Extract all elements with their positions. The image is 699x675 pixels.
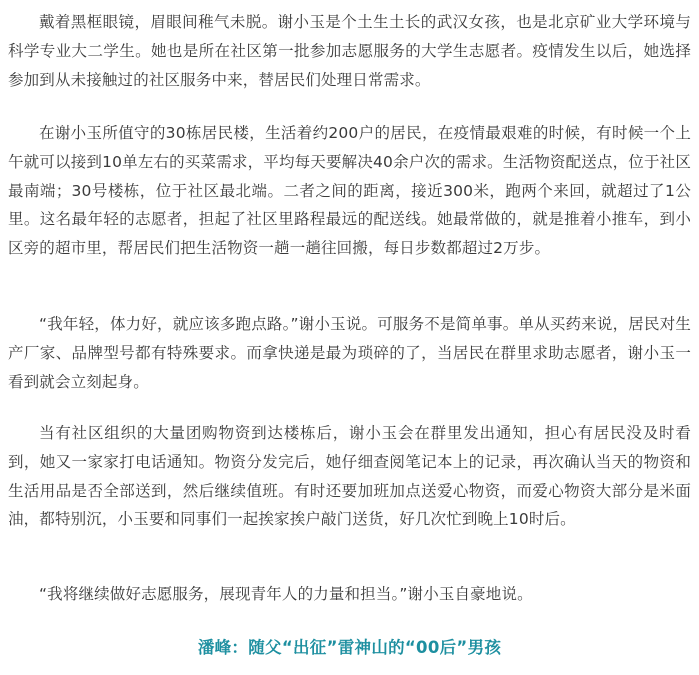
section-heading: 潘峰：随父“出征”雷神山的“00后”男孩 <box>197 638 502 657</box>
paragraph-3: “我年轻，体力好，就应该多跑点路。”谢小玉说。可服务不是简单事。单从买药来说，居民对生产厂家、品牌型号都有特殊要求。而拿快递是最为琐碎的了，当居民在群里求助志愿者，谢小玉一看到就会立刻起身。 <box>8 315 691 391</box>
paragraph-1: 戴着黑框眼镜，眉眼间稚气未脱。谢小玉是个土生土长的武汉女孩，也是北京矿业大学环境与科学专业大二学生。她也是所在社区第一批参加志愿服务的大学生志愿者。疫情发生以后，她选择参加到从未接触过的社区服务中来，替居民们处理日常需求。 <box>8 13 691 89</box>
paragraph-5: “我将继续做好志愿服务，展现青年人的力量和担当。”谢小玉自豪地说。 <box>39 585 533 603</box>
paragraph-4: 当有社区组织的大量团购物资到达楼栋后，谢小玉会在群里发出通知，担心有居民没及时看到，她又一家家打电话通知。物资分发完后，她仔细查阅笔记本上的记录，再次确认当天的物资和生活用品是否全部送到，然后继续值班。有时还要加班加点送爱心物资，而爱心物资大部分是米面油，都特别沉，小玉要和同事们一起挨家挨户敲门送货，好几次忙到晚上10时后。 <box>8 424 691 529</box>
paragraph-2: 在谢小玉所值守的30栋居民楼，生活着约200户的居民，在疫情最艰难的时候，有时候一个上午就可以接到10单左右的买菜需求，平均每天要解决40余户次的需求。生活物资配送点，位于社区最南端；30号楼栋，位于社区最北端。二者之间的距离，接近300米，跑两个来回，就超过了1公里。这名最年轻的志愿者，担起了社区里路程最远的配送线。她最常做的，就是推着小推车，到小区旁的超市里，帮居民们把生活物资一趟一趟往回搬，每日步数都超过2万步。 <box>8 124 691 258</box>
